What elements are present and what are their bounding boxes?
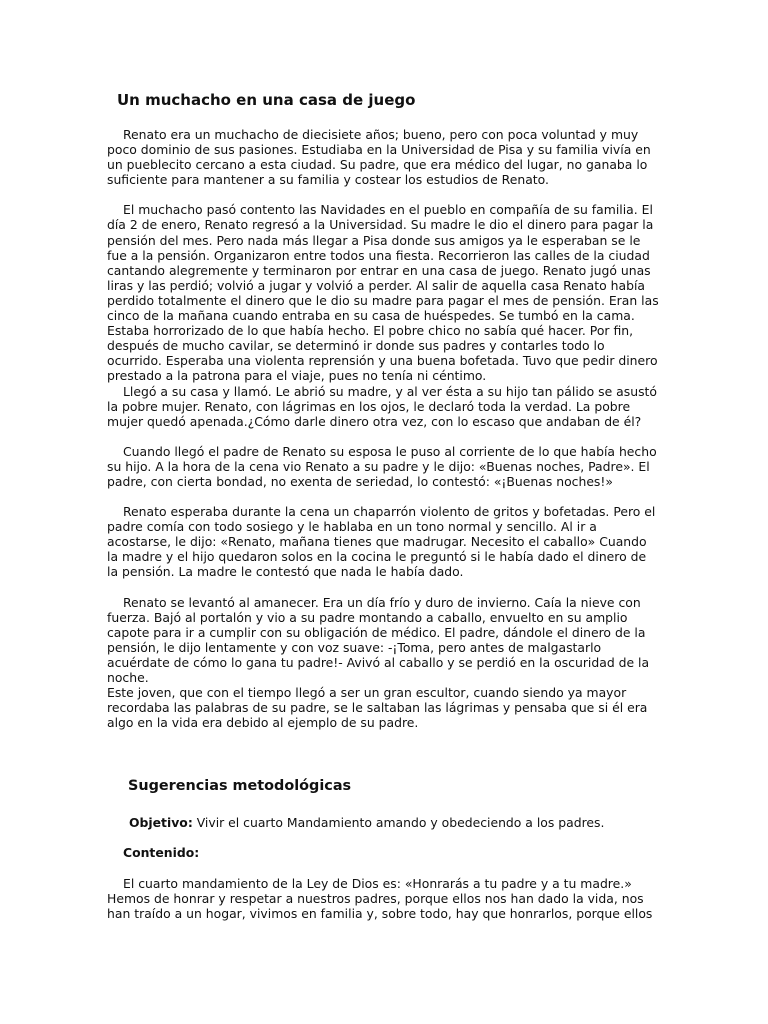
objective-text: Vivir el cuarto Mandamiento amando y obedeciendo a los padres. [192,815,605,830]
paragraph-gap [107,580,659,595]
content-label: Contenido: [123,845,200,860]
paragraph-3: Llegó a su casa y llamó. Le abrió su madre, y al ver ésta a su hijo tan pálido se asustó la pobre mujer. Renato, con lágrimas en los ojos, le declaró toda la verdad. La pobre mujer quedó apenada.¿Cómo darle dinero otra vez, con lo escaso que andaban de él? [107,383,657,429]
paragraph-2: El muchacho pasó contento las Navidades en el pueblo en compañía de su familia. El día 2 de enero, Renato regresó a la Universidad. Su madre le dio el dinero para pagar la pensión del mes. Pero nada más llegar a Pisa donde sus amigos ya le esperaban se le fue a la pensión. Organizaron entre todos una fiesta. Recorrieron las calles de la ciudad cantando alegremente y terminaron por entrar en una casa de juego. Renato jugó unas liras y las perdió; volvió a jugar y volvió a perder. Al salir de aquella casa Renato había perdido totalmente el dinero que le dio su madre para pagar el mes de pensión. Eran las cinco de la mañana cuando entraba en su casa de huéspedes. Se tumbó en la cama. Estaba horrorizado de lo que había hecho. El pobre chico no sabía qué hacer. Por fin, después de mucho cavilar, se determinó ir donde sus padres y contarles todo lo ocurrido. Esperaba una violenta reprensión y una buena bofetada. Tuvo que pedir dinero prestado a la patrona para el viaje, pues no tenía ni céntimo. [107,202,659,384]
paragraph-7: Este joven, que con el tiempo llegó a ser un gran escultor, cuando siendo ya mayor recordaba las palabras de su padre, se le saltaban las lágrimas y pensaba que si él era algo en la vida era debido al ejemplo de su padre. [107,685,648,731]
objective-line [129,815,604,830]
content-paragraph: El cuarto mandamiento de la Ley de Dios es: «Honrarás a tu padre y a tu madre.» Hemos de honrar y respetar a nuestros padres, porque ellos nos han dado la vida, nos han traído a un hogar, vivimos en familia y, sobre todo, hay que honrarlos, porque ellos [107,876,653,922]
paragraph-6: Renato se levantó al amanecer. Era un día frío y duro de invierno. Caía la nieve con fuerza. Bajó al portalón y vio a su padre montando a caballo, envuelto en su amplio capote para ir a cumplir con su obligación de médico. El padre, dándole el dinero de la pensión, le dijo lentamente y con voz suave: -¡Toma, pero antes de malgastarlo acuérdate de cómo lo gana tu padre!- Avivó al caballo y se perdió en la oscuridad de la noche. [107,594,650,685]
objective-label: Objetivo: [129,815,193,830]
paragraph-gap [107,187,659,202]
paragraph-gap [107,489,659,504]
story-title: Un muchacho en una casa de juego [117,91,416,109]
paragraph-1: Renato era un muchacho de diecisiete años; bueno, pero con poca voluntad y muy poco dominio de sus pasiones. Estudiaba en la Universidad de Pisa y su familia vivía en un pueblecito cercano a esta ciudad. Su padre, que era médico del lugar, no ganaba lo suficiente para mantener a su familia y costear los estudios de Renato. [107,127,651,188]
paragraph-5: Renato esperaba durante la cena un chaparrón violento de gritos y bofetadas. Pero el padre comía con todo sosiego y le hablaba en un tono normal y sencillo. Al ir a acostarse, le dijo: «Renato, mañana tienes que madrugar. Necesito el caballo» Cuando la madre y el hijo quedaron solos en la cocina le preguntó si le había dado el dinero de la pensión. La madre le contestó que nada le había dado. [107,504,656,580]
paragraph-gap [107,429,659,444]
story-body [107,127,659,730]
section-heading: Sugerencias metodológicas [128,778,352,794]
content-body [107,876,659,921]
paragraph-4: Cuando llegó el padre de Renato su esposa le puso al corriente de lo que había hecho su hijo. A la hora de la cena vio Renato a su padre y le dijo: «Buenas noches, Padre». El padre, con cierta bondad, no exenta de seriedad, lo contestó: «¡Buenas noches!» [107,443,657,489]
